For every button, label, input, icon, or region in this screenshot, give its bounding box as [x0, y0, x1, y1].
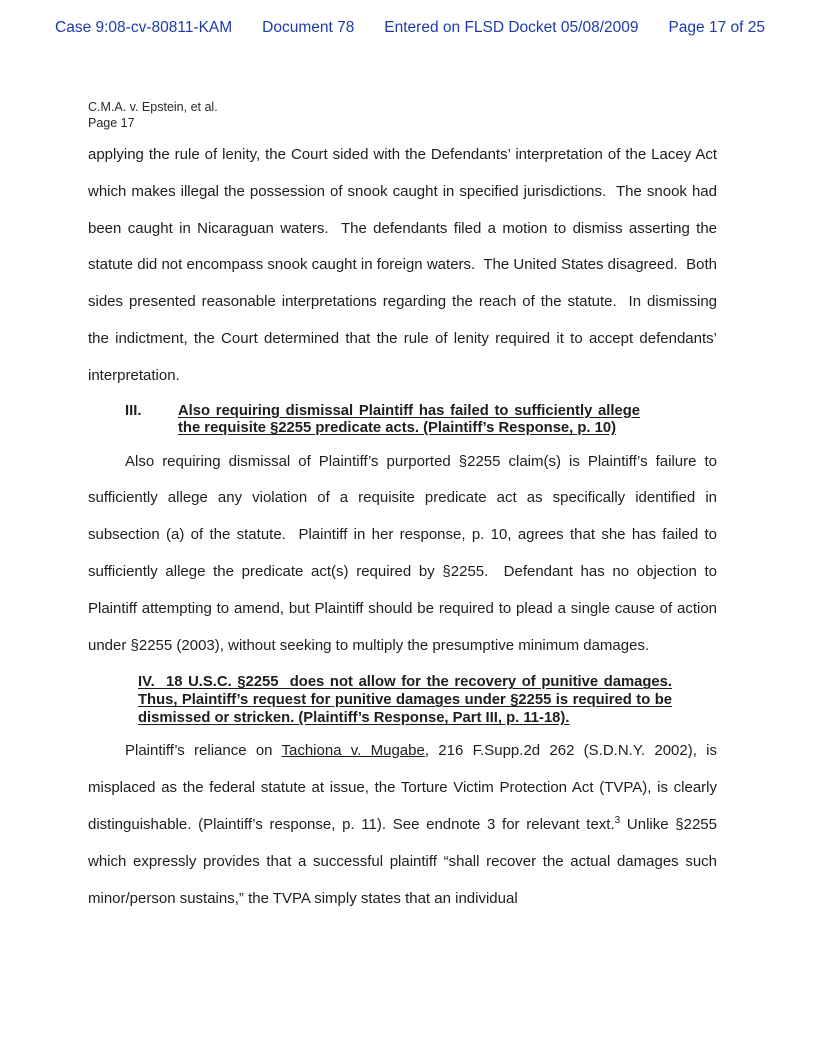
heading-iii-text — [178, 403, 640, 438]
para3-text-before-cite: Plaintiff’s reliance on — [125, 742, 282, 760]
heading-iii-line-1: Also requiring dismissal Plaintiff has failed to sufficiently allege — [178, 402, 640, 419]
stamp-document-number: Document 78 — [262, 19, 355, 36]
heading-iii-line-2: the requisite §2255 predicate acts. (Plaintiff’s Response, p. 10) — [178, 420, 617, 437]
stamp-entered-date: Entered on FLSD Docket 05/08/2009 — [384, 19, 639, 36]
stamp-case-number: Case 9:08-cv-80811-KAM — [55, 19, 233, 36]
paragraph-tachiona — [88, 733, 717, 917]
caption-page-number: Page 17 — [88, 116, 135, 130]
caption-case-name: C.M.A. v. Epstein, et al. — [88, 100, 218, 114]
section-heading-iv — [138, 673, 672, 727]
stamp-page-number: Page 17 of 25 — [668, 19, 765, 36]
endnote-reference-3: 3 — [614, 814, 621, 826]
case-caption — [88, 99, 816, 131]
heading-iv-line-1: IV. 18 U.S.C. §2255 does not allow for the recovery of punitive damages. — [138, 674, 672, 691]
paragraph-predicate-acts: Also requiring dismissal of Plaintiff’s purported §2255 claim(s) is Plaintiff’s failure to sufficiently allege any violation of a requisite predicate act as specifically identified in subsection (a) of the statute. Plaintiff in her response, p. 10, agrees that she has failed to sufficiently allege the predicate act(s) required by §2255. Defendant has no objection to Plaintiff attempting to amend, but Plaintiff should be required to plead a single cause of action under §2255 (2003), without seeking to multiply the presumptive minimum damages. — [88, 452, 717, 654]
para3-text-middle: , 216 F.Supp.2d 262 (S.D.N.Y. 2002), is misplaced as the federal statute at issue, the Torture Victim Protection Act (TVPA), is clearly distinguishable. (Plaintiff’s response, p. 11). See endnote 3 for relevant text. — [88, 742, 717, 833]
para3-text-after: Unlike §2255 which expressly provides that a successful plaintiff “shall recover the actual damages such minor/person sustains,” the TVPA simply states that an individual — [88, 815, 717, 907]
case-citation-tachiona: Tachiona v. Mugabe — [281, 742, 425, 760]
heading-iv-line-3: dismissed or stricken. (Plaintiff’s Response, Part III, p. 11-18). — [138, 710, 570, 727]
heading-iv-line-2: Thus, Plaintiff’s request for punitive damages under §2255 is required to be — [138, 692, 672, 709]
paragraph-lenity: applying the rule of lenity, the Court sided with the Defendants’ interpretation of the Lacey Act which makes illegal the possession of snook caught in specified jurisdictions. The snook had been caught in Nicaraguan waters. The defendants filed a motion to dismiss asserting the statute did not encompass snook caught in foreign waters. The United States disagreed. Both sides presented reasonable interpretations regarding the reach of the statute. In dismissing the indictment, the Court determined that the rule of lenity required it to accept defendants’ interpretation. — [88, 146, 717, 384]
docket-stamp — [0, 0, 816, 36]
section-heading-iii — [125, 403, 816, 438]
heading-iii-number: III. — [125, 402, 142, 419]
